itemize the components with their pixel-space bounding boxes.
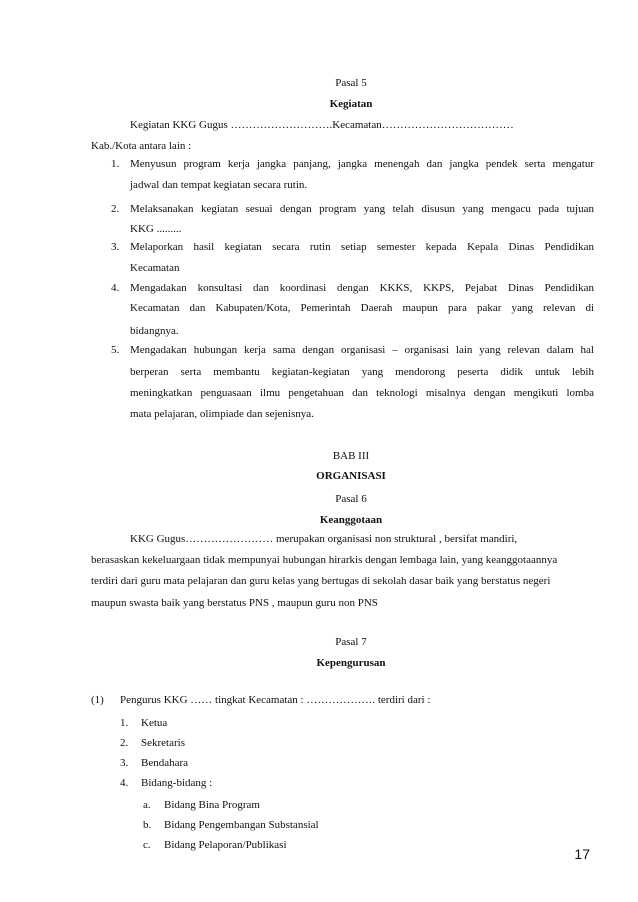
list-item-number: 2.: [111, 203, 120, 215]
bab3-title: ORGANISASI: [316, 470, 386, 482]
list-item-line: Mengadakan hubungan kerja sama dengan organisasi – organisasi lain yang relevan dalam hal: [130, 344, 594, 356]
pasal5-intro-line1: Kegiatan KKG Gugus ……………………….Kecamatan………………………………: [130, 119, 514, 131]
pasal6-line: terdiri dari guru mata pelajaran dan guru kelas yang bertugas di sekolah dasar baik yang berstatus negeri: [91, 575, 551, 587]
pasal6-line: berasaskan kekeluargaan tidak mempunyai hubungan hirarkis dengan lembaga lain, yang keanggotaannya: [91, 554, 558, 566]
list-item-number: 4.: [120, 777, 129, 789]
list-item-line: Menyusun program kerja jangka panjang, jangka menengah dan jangka pendek serta mengatur: [130, 158, 594, 170]
list-item-line: Melaporkan hasil kegiatan secara rutin setiap semester kepada Kepala Dinas Pendidikan: [130, 241, 594, 253]
list-item-line: Melaksanakan kegiatan sesuai dengan program yang telah disusun yang mengacu pada tujuan: [130, 203, 594, 215]
list-item-line: Kecamatan dan Kabupaten/Kota, Pemerintah Daerah maupun para pakar yang relevan di: [130, 302, 594, 314]
clause-number: (1): [91, 694, 104, 706]
list-item-text: Sekretaris: [141, 737, 185, 749]
sublist-item-text: Bidang Bina Program: [164, 799, 260, 811]
list-item-number: 5.: [111, 344, 120, 356]
pasal6-heading: Pasal 6: [335, 493, 367, 505]
list-item-line: mata pelajaran, olimpiade dan sejenisnya.: [130, 408, 314, 420]
sublist-item-letter: c.: [143, 839, 151, 851]
list-item-number: 1.: [120, 717, 129, 729]
sublist-item-text: Bidang Pelaporan/Publikasi: [164, 839, 287, 851]
page-number: 17: [574, 846, 590, 862]
list-item-line: KKG .........: [130, 223, 182, 235]
list-item-number: 1.: [111, 158, 120, 170]
list-item-number: 2.: [120, 737, 129, 749]
list-item-text: Ketua: [141, 717, 168, 729]
list-item-number: 3.: [111, 241, 120, 253]
list-item-line: berperan serta membantu kegiatan-kegiatan yang mendorong peserta didik untuk lebih: [130, 366, 594, 378]
bab3-heading: BAB III: [332, 450, 370, 462]
clause-text: Pengurus KKG …… tingkat Kecamatan : ………………. terdiri dari :: [120, 694, 431, 706]
sublist-item-letter: a.: [143, 799, 151, 811]
list-item-text: Bendahara: [141, 757, 189, 769]
pasal5-heading: Pasal 5: [335, 77, 367, 89]
sublist-item-text: Bidang Pengembangan Substansial: [164, 819, 319, 831]
list-item-line: Mengadakan konsultasi dan koordinasi dengan KKKS, KKPS, Pejabat Dinas Pendidikan: [130, 282, 594, 294]
list-item-number: 4.: [111, 282, 120, 294]
list-item-line: Kecamatan: [130, 262, 180, 274]
pasal5-title: Kegiatan: [329, 98, 373, 110]
pasal6-title: Keanggotaan: [319, 514, 383, 526]
list-item-line: bidangnya.: [130, 325, 179, 337]
list-item-number: 3.: [120, 757, 129, 769]
list-item-line: jadwal dan tempat kegiatan secara rutin.: [130, 179, 308, 191]
pasal7-heading: Pasal 7: [335, 636, 367, 648]
pasal6-line: maupun swasta baik yang berstatus PNS , maupun guru non PNS: [91, 597, 378, 609]
pasal7-title: Kepengurusan: [316, 657, 386, 669]
list-item-line: meningkatkan penguasaan ilmu pengetahuan dan teknologi misalnya dengan mengikuti lomba: [130, 387, 594, 399]
sublist-item-letter: b.: [143, 819, 152, 831]
pasal6-line: KKG Gugus…………………… merupakan organisasi non struktural , bersifat mandiri,: [130, 533, 518, 545]
pasal5-intro-line2: Kab./Kota antara lain :: [91, 140, 192, 152]
list-item-text: Bidang-bidang :: [141, 777, 213, 789]
